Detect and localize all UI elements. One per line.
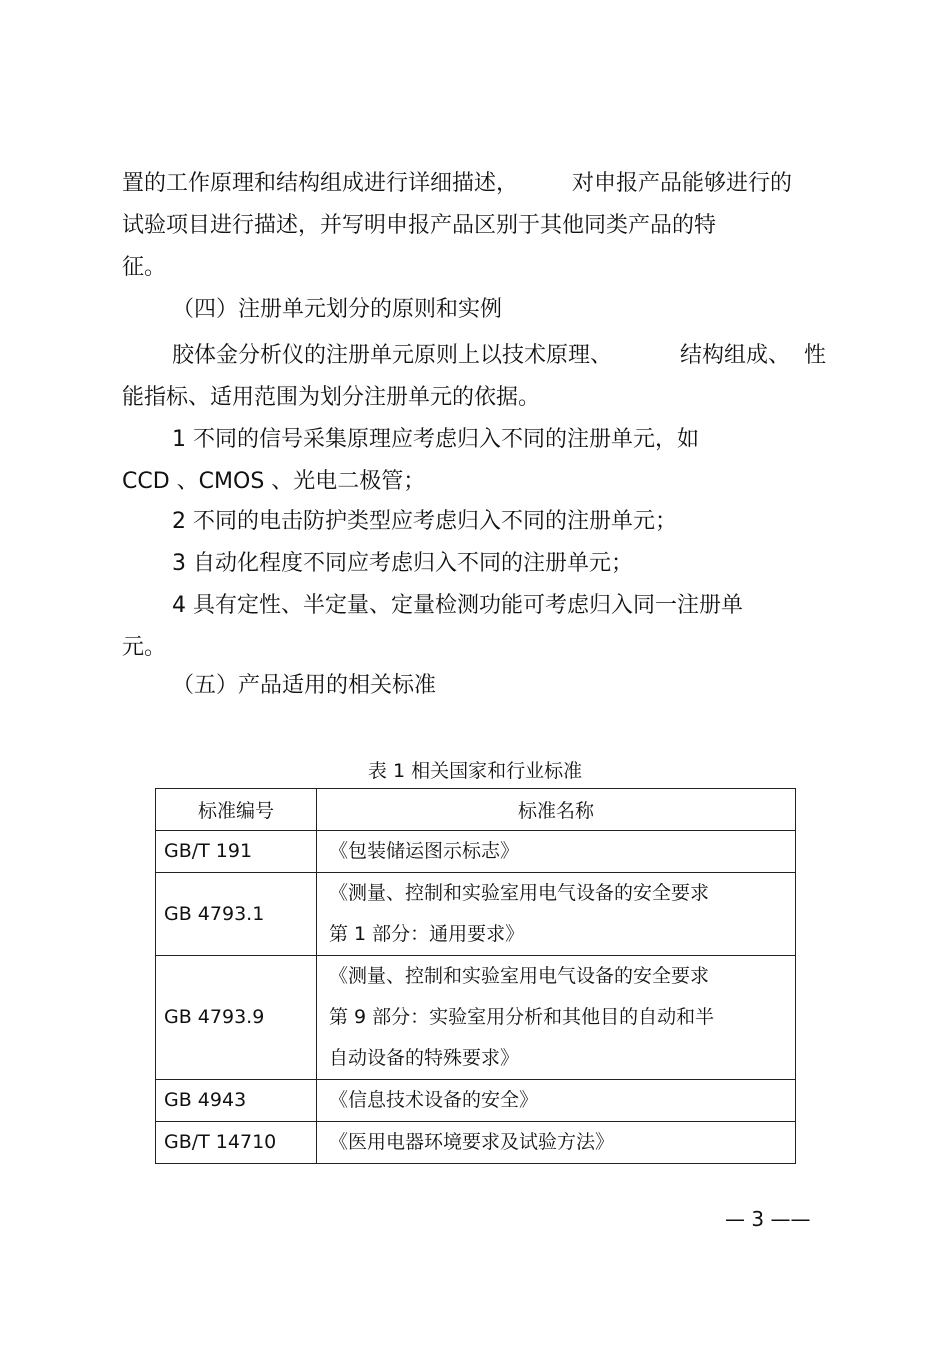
text-segment: 征。: [122, 255, 167, 280]
text-segment: 性: [804, 343, 827, 368]
text-segment: 3 自动化程度不同应考虑归入不同的注册单元；: [172, 551, 633, 576]
text-segment: 胶体金分析仪的注册单元原则上以技术原理、: [172, 343, 613, 368]
standard-code: [156, 1122, 317, 1164]
standard-code: [156, 831, 317, 873]
text-segment: 试验项目进行描述，并写明申报产品区别于其他同类产品的特: [122, 213, 717, 238]
standard-name: [317, 831, 796, 873]
standard-code: [156, 956, 317, 1080]
column-header-code: 标准编号: [156, 789, 317, 831]
standard-name-line: 第 9 部分：实验室用分析和其他目的自动和半: [329, 1006, 715, 1028]
table-row: [156, 1080, 796, 1122]
standard-code-text: GB/T 191: [164, 840, 253, 862]
standard-code-text: GB 4793.1: [164, 902, 265, 925]
heading-text: （五）产品适用的相关标准: [172, 673, 437, 698]
standard-code: [156, 1080, 317, 1122]
text-segment: CCD 、CMOS 、光电二极管；: [122, 469, 426, 494]
text-segment: 2 不同的电击防护类型应考虑归入不同的注册单元；: [172, 509, 677, 534]
standard-name-line: 第 1 部分：通用要求》: [329, 923, 525, 945]
text-segment: 结构组成、: [680, 343, 791, 368]
text-segment: 元。: [122, 635, 167, 660]
table-row: [156, 831, 796, 873]
standard-name: [317, 956, 796, 1080]
page-number: — 3 ——: [725, 1207, 811, 1231]
standard-name: [317, 1080, 796, 1122]
text-segment: 置的工作原理和结构组成进行详细描述，: [122, 171, 519, 196]
text-segment: 能指标、适用范围为划分注册单元的依据。: [122, 385, 541, 410]
table-header-row: [156, 789, 796, 831]
table-row: [156, 1122, 796, 1164]
table-caption: 表 1 相关国家和行业标准: [367, 760, 583, 782]
table-row: [156, 956, 796, 1080]
text-segment: 对申报产品能够进行的: [572, 171, 793, 196]
standard-name: [317, 873, 796, 956]
text-segment: 1 不同的信号采集原理应考虑归入不同的注册单元，如: [172, 427, 699, 452]
standard-name: [317, 1122, 796, 1164]
standard-name-line: 《医用电器环境要求及试验方法》: [329, 1131, 615, 1153]
column-header-name: 标准名称: [317, 789, 796, 831]
text-segment: 4 具有定性、半定量、定量检测功能可考虑归入同一注册单: [172, 593, 743, 618]
standard-code-text: GB 4793.9: [164, 1006, 265, 1028]
standards-table: [155, 788, 796, 1164]
standard-code: [156, 873, 317, 956]
standard-name-line: 自动设备的特殊要求》: [329, 1047, 520, 1069]
heading-text: （四）注册单元划分的原则和实例: [172, 297, 503, 322]
standard-name-line: 《测量、控制和实验室用电气设备的安全要求: [329, 965, 710, 987]
standard-name-line: 《信息技术设备的安全》: [329, 1089, 539, 1111]
standard-code-text: GB 4943: [164, 1089, 247, 1111]
table-row: [156, 873, 796, 956]
standard-code-text: GB/T 14710: [164, 1131, 277, 1153]
standard-name-line: 《测量、控制和实验室用电气设备的安全要求: [329, 882, 710, 904]
standard-name-line: 《包装储运图示标志》: [329, 840, 520, 862]
